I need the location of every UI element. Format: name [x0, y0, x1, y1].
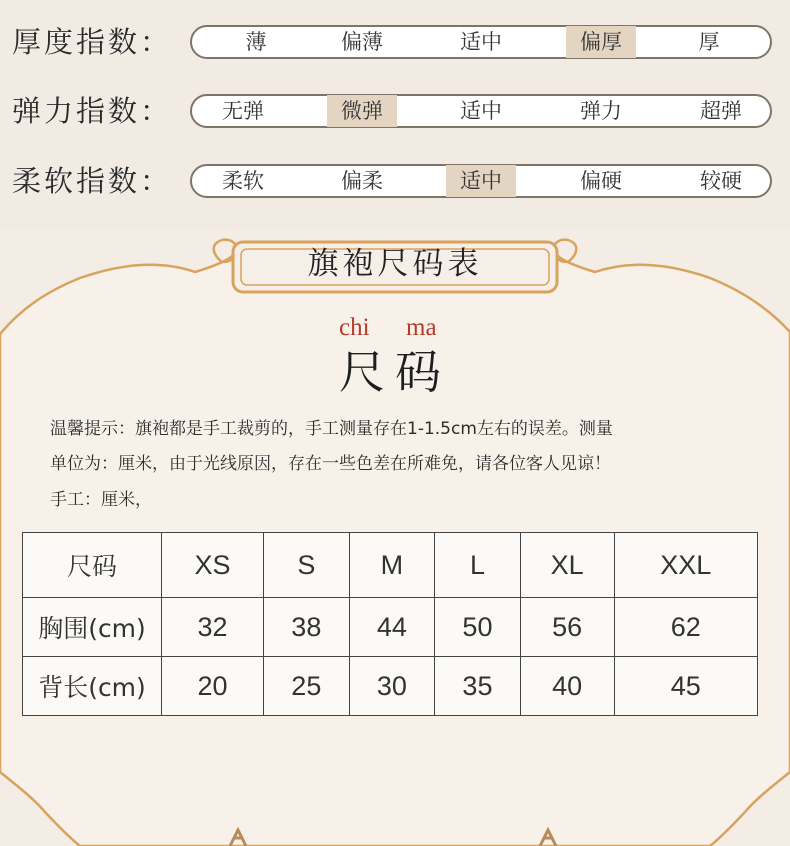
header-cell: XS	[162, 533, 264, 598]
header-cell: XXL	[614, 533, 757, 598]
tip-line-1: 温馨提示：旗袍都是手工裁剪的，手工测量存在1-1.5cm左右的误差。测量	[50, 419, 613, 439]
thickness-option: 薄	[245, 30, 267, 54]
table-cell: 44	[349, 598, 435, 657]
table-row	[23, 657, 758, 716]
softness-option: 偏硬	[580, 169, 622, 193]
pinyin-ma: ma	[406, 314, 437, 341]
row-label-cell: 胸围(cm)	[23, 598, 162, 657]
elasticity-option: 弹力	[580, 99, 622, 123]
size-heading: 尺码	[339, 345, 451, 399]
softness-scale	[190, 164, 772, 198]
table-cell: 32	[162, 598, 264, 657]
softness-option: 较硬	[700, 169, 742, 193]
softness-option-selected: 适中	[446, 165, 516, 197]
table-cell: 20	[162, 657, 264, 716]
thickness-index-row	[0, 22, 790, 62]
tip-line-3: 手工：厘米，	[50, 490, 152, 510]
table-cell: 56	[520, 598, 614, 657]
table-header-row	[23, 533, 758, 598]
header-cell: M	[349, 533, 435, 598]
size-chart-table	[22, 532, 758, 716]
thickness-scale	[190, 25, 772, 59]
header-cell: S	[264, 533, 350, 598]
header-cell: 尺码	[23, 533, 162, 598]
thickness-index-label: 厚度指数：	[12, 25, 173, 59]
elasticity-scale	[190, 94, 772, 128]
table-cell: 25	[264, 657, 350, 716]
elasticity-index-row	[0, 91, 790, 131]
table-cell: 35	[435, 657, 521, 716]
elasticity-index-label: 弹力指数：	[12, 94, 173, 128]
thickness-option: 偏薄	[341, 30, 383, 54]
softness-index-label: 柔软指数：	[12, 164, 173, 198]
thickness-option: 厚	[698, 30, 720, 54]
elasticity-option: 无弹	[222, 99, 264, 123]
table-cell: 40	[520, 657, 614, 716]
elasticity-option-selected: 微弹	[327, 95, 397, 127]
table-cell: 38	[264, 598, 350, 657]
tip-line-2: 单位为：厘米，由于光线原因，存在一些色差在所难免，请各位客人见谅！	[50, 454, 611, 474]
elasticity-option: 超弹	[700, 99, 742, 123]
header-cell: XL	[520, 533, 614, 598]
table-cell: 30	[349, 657, 435, 716]
table-cell: 62	[614, 598, 757, 657]
header-cell: L	[435, 533, 521, 598]
rope-decoration	[210, 826, 580, 846]
table-cell: 45	[614, 657, 757, 716]
thickness-option: 适中	[460, 30, 502, 54]
thickness-option-selected: 偏厚	[566, 26, 636, 58]
pinyin-chi: chi	[339, 314, 370, 341]
elasticity-option: 适中	[460, 99, 502, 123]
banner-title: 旗袍尺码表	[307, 246, 483, 282]
softness-index-row	[0, 161, 790, 201]
table-row	[23, 598, 758, 657]
table-cell: 50	[435, 598, 521, 657]
softness-option: 偏柔	[341, 169, 383, 193]
softness-option: 柔软	[222, 169, 264, 193]
row-label-cell: 背长(cm)	[23, 657, 162, 716]
